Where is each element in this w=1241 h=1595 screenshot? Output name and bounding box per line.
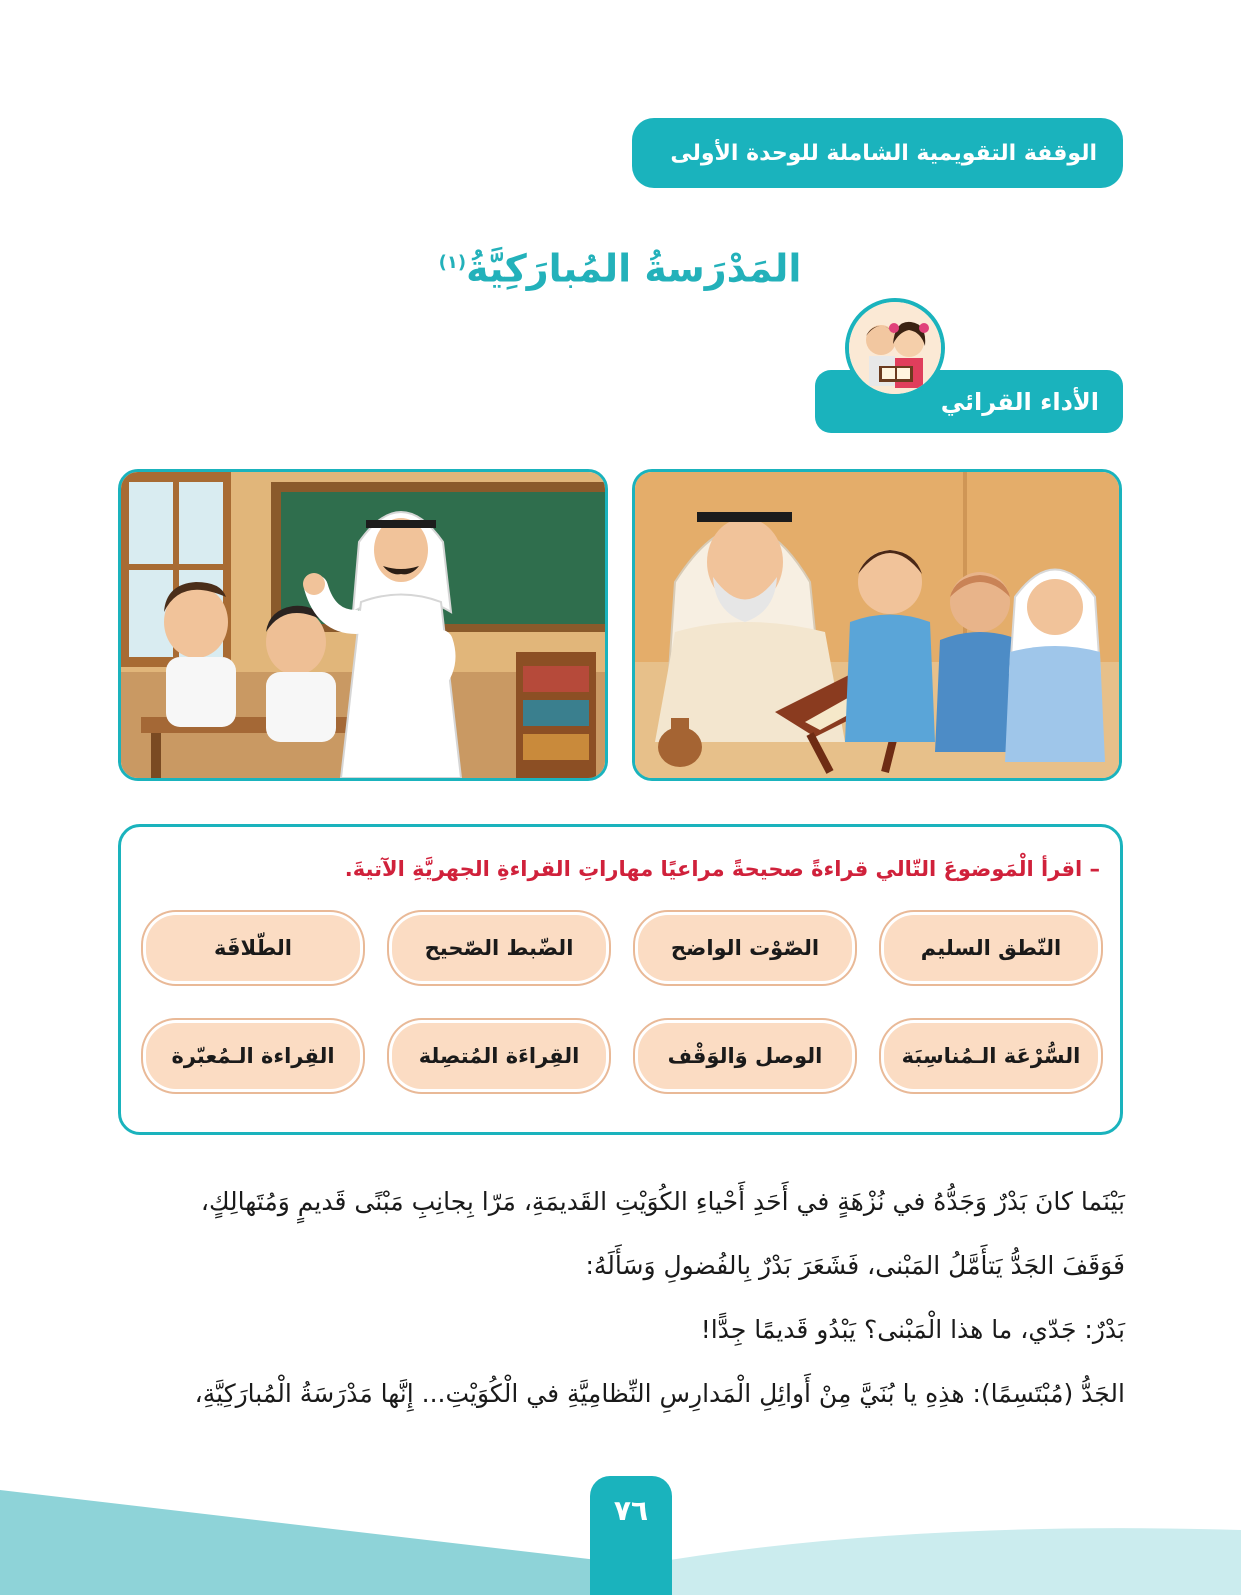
skill-chip: الصّوْت الواضح [638, 915, 852, 981]
elder-reading-illustration [632, 469, 1122, 781]
classroom-illustration [118, 469, 608, 781]
reading-skills-box [118, 824, 1123, 1135]
reading-passage [115, 1170, 1125, 1426]
passage-line: بَدْرٌ: جَدّي، ما هذا الْمَبْنى؟ يَبْدُو قَديمًا جِدًّا! [700, 1315, 1125, 1344]
passage-line: فَوَقَفَ الجَدُّ يَتأَمَّلُ المَبْنى، فَشَعَرَ بَدْرٌ بِالفُضولِ وَسَأَلَهُ: [585, 1251, 1125, 1280]
passage-line: الجَدُّ (مُبْتَسِمًا): هذِهِ يا بُنَيَّ مِنْ أَوائِلِ الْمَدارِسِ النِّظامِيَّةِ في الْكُوَيْتِ... إِنَّها مَدْرَسَةُ الْمُبارَكِيَّةِ، [194, 1379, 1125, 1408]
unit-banner [632, 118, 1123, 188]
skill-chip: النّطق السليم [884, 915, 1098, 981]
reading-instruction: – اقرأ الْمَوضوعَ التّالي قراءةً صحيحةً مراعيًا مهاراتِ القراءةِ الجهريَّةِ الآتيةَ. [344, 857, 1100, 881]
unit-banner-text: الوقفة التقويمية الشاملة للوحدة الأولى [670, 140, 1097, 166]
lesson-title [380, 228, 860, 298]
lesson-title-text: المَدْرَسةُ المُبارَكِيَّةُ [466, 246, 802, 291]
skill-chip: الوصل وَالوَقْف [638, 1023, 852, 1089]
skill-chip: الضّبط الصّحيح [392, 915, 606, 981]
section-label: الأداء القرائي [940, 387, 1099, 416]
skill-chip: السُّرْعَة الـمُناسِبَة [884, 1023, 1098, 1089]
skill-chip: القِراءة الـمُعبّرة [146, 1023, 360, 1089]
passage-line: بَيْنَما كانَ بَدْرٌ وَجَدُّهُ في نُزْهَةٍ في أَحَدِ أَحْياءِ الكُوَيْتِ القَديمَةِ، مَرّا بِجانِبِ مَبْنًى قَديمٍ وَمُتَهالِكٍ، [200, 1187, 1125, 1216]
page-number: ٧٦ [590, 1476, 672, 1595]
reading-kids-avatar [845, 298, 945, 398]
footnote-marker: (١) [438, 252, 467, 273]
skill-chip: الطّلاقَة [146, 915, 360, 981]
skill-chip: القِراءَة المُتصِلة [392, 1023, 606, 1089]
